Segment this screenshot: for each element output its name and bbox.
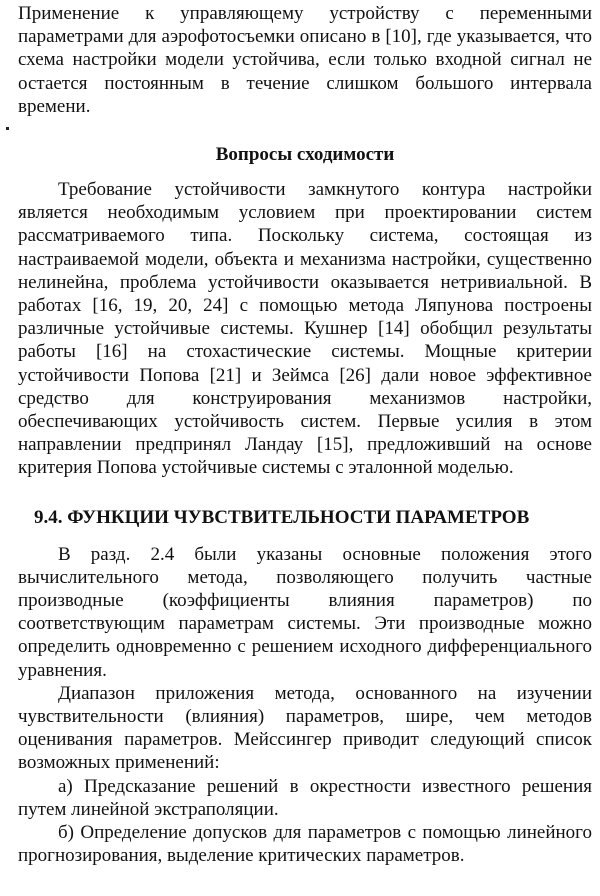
sensitivity-paragraph-1: В разд. 2.4 были указаны основные положения этого вычислительного метода, позволяющего получить частные производные (коэффициенты влияния параметров) по соответствующим параметрам системы. Эти производные можно определить одновременно с решением исходного дифференциального уравнения. [18, 543, 592, 681]
convergence-paragraph: Требование устойчивости замкнутого контура настройки является необходимым условием при проектировании систем рассматриваемого типа. Поскольку система, состоящая из настраиваемой модели, объекта и механизма настройки, существенно нелинейна, проблема устойчивости оказывается нетривиальной. В работах [16, 19, 20, 24] с помощью метода Ляпунова построены различные устойчивые системы. Кушнер [14] обобщил результаты работы [16] на стохастические системы. Мощные критерии устойчивости Попова [21] и Зеймса [26] дали новое эффективное средство для конструирования механизмов настройки, обеспечивающих устойчивость систем. Первые усилия в этом направлении предпринял Ландау [15], предложивший на основе критерия Попова устойчивые системы с эталонной моделью. [18, 179, 592, 479]
section-heading-convergence: Вопросы сходимости [215, 144, 395, 166]
sensitivity-paragraph-2: Диапазон приложения метода, основанного на изучении чувствительности (влияния) параметров, шире, чем методов оценивания параметров. Мейссингер приводит следующий список возможных применений: [18, 682, 592, 774]
section-heading-sensitivity: 9.4. ФУНКЦИИ ЧУВСТВИТЕЛЬНОСТИ ПАРАМЕТРОВ [34, 506, 530, 528]
intro-paragraph: Применение к управляющему устройству с переменными параметрами для аэрофотосъемки описано в [10], где указывается, что схема настройки модели устойчива, если только входной сигнал не остается постоянным в течение слишком большого интервала времени. [18, 3, 592, 117]
document-page [18, 0, 592, 868]
scan-speck [6, 127, 9, 130]
list-item-a: а) Предсказание решений в окрестности известного решения путем линейной экстраполяции. [18, 775, 592, 820]
list-item-b: б) Определение допусков для параметров с помощью линейного прогнозирования, выделение критических параметров. [18, 822, 592, 867]
